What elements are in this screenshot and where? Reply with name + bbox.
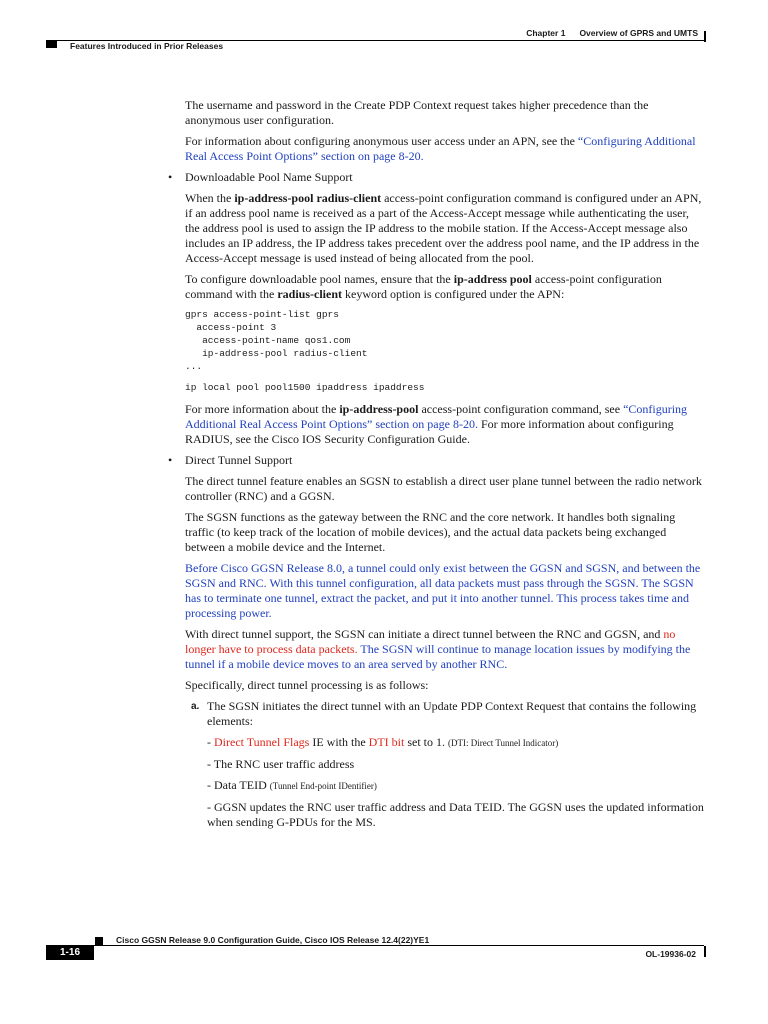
text: With direct tunnel support, the SGSN can initiate a direct tunnel between the RNC and GGSN, and <box>185 627 664 641</box>
text: access-point configuration command is configured under an APN, if an address pool name is received as a part of the Access-Accept message while authenticating the user, the address pool is used to assign the IP address to the mobile station. If the Access-Accept message also includes an IP address, the IP address takes precedent over the address pool name, and the IP address in the Access-Accept message is used instead of being allocated from the pool. <box>185 191 702 265</box>
text: When the <box>185 191 235 205</box>
paragraph <box>185 272 705 302</box>
paragraph <box>185 191 705 266</box>
footer-bar <box>704 946 706 957</box>
text: - Data TEID <box>207 778 270 792</box>
sub-item <box>207 778 705 794</box>
step-text: The SGSN initiates the direct tunnel with an Update PDP Context Request that contains the following elements: <box>207 699 697 728</box>
code-block: ip local pool pool1500 ipaddress ipaddress <box>185 382 425 393</box>
header-bar <box>704 31 706 42</box>
paragraph <box>185 402 705 447</box>
document-id: OL-19936-02 <box>645 949 696 959</box>
bullet-label: Direct Tunnel Support <box>185 453 293 467</box>
text: access-point configuration command with the <box>185 272 662 301</box>
cross-reference-link[interactable]: “Configuring Additional Real Access Point Options” section on page 8-20. <box>185 134 696 163</box>
page-number: 1-16 <box>46 945 94 960</box>
paragraph: The direct tunnel feature enables an SGSN to establish a direct user plane tunnel between the radio network controller (RNC) and a GGSN. <box>185 474 702 503</box>
annotation-note: (DTI: Direct Tunnel Indicator) <box>448 738 559 748</box>
command-keyword: ip-address pool <box>453 272 532 286</box>
code-block: gprs access-point-list gprs access-point 3 access-point-name qos1.com ip-address-pool radius-client ... <box>185 309 368 372</box>
paragraph <box>185 134 705 164</box>
paragraph: The username and password in the Create PDP Context request takes higher precedence than the anonymous user configuration. <box>185 98 649 127</box>
bullet-item <box>168 170 705 185</box>
text: For more information about the <box>185 402 340 416</box>
chapter-number: Chapter 1 <box>526 28 566 38</box>
bullet-icon: • <box>168 453 173 467</box>
paragraph: The SGSN functions as the gateway between the RNC and the core network. It handles both signaling traffic (to keep track of the location of mobile devices), and the actual data packets being exchanged between a mobile device and the Internet. <box>185 510 676 554</box>
text: To configure downloadable pool names, ensure that the <box>185 272 454 286</box>
footer-rule <box>46 945 704 946</box>
command-keyword: radius-client <box>277 287 342 301</box>
step-label: a. <box>191 701 200 712</box>
text: IE with the <box>309 735 369 749</box>
highlighted-text: The SGSN will continue to manage location issues by modifying the tunnel if a mobile device moves to an area served by another RNC. <box>185 642 691 671</box>
highlighted-text: DTI bit <box>368 735 405 749</box>
chapter-title: Overview of GPRS and UMTS <box>579 28 698 38</box>
step-a <box>185 699 705 729</box>
text: - <box>207 735 214 749</box>
header-block <box>46 40 57 48</box>
step-subitems <box>185 735 705 830</box>
footer-block <box>95 937 103 945</box>
highlighted-text: no longer have to process data packets. <box>185 627 676 656</box>
command-keyword: ip-address-pool radius-client <box>234 191 382 205</box>
text: set to 1. <box>404 735 449 749</box>
sub-item: - The RNC user traffic address <box>207 757 355 771</box>
paragraph <box>185 627 705 672</box>
annotation-note: (Tunnel End-point IDentifier) <box>269 781 377 791</box>
command-keyword: ip-address-pool <box>339 402 419 416</box>
bullet-icon: • <box>168 170 173 184</box>
sub-item: - GGSN updates the RNC user traffic address and Data TEID. The GGSN uses the updated information when sending G-PDUs for the MS. <box>207 800 704 829</box>
running-header <box>526 28 698 38</box>
bullet-label: Downloadable Pool Name Support <box>185 170 353 184</box>
cross-reference-link[interactable]: “Configuring Additional Real Access Point Options” section on page 8-20. <box>185 402 688 431</box>
text: For more information about configuring RADIUS, see the Cisco IOS Security Configuration Guide. <box>185 417 674 446</box>
sub-item <box>207 735 705 751</box>
bullet-item <box>168 453 705 468</box>
section-title: Features Introduced in Prior Releases <box>70 41 224 51</box>
text: access-point configuration command, see <box>418 402 624 416</box>
highlighted-text: Direct Tunnel Flags <box>214 735 310 749</box>
footer-title: Cisco GGSN Release 9.0 Configuration Guide, Cisco IOS Release 12.4(22)YE1 <box>116 935 430 945</box>
page-body <box>168 98 705 836</box>
text: keyword option is configured under the APN: <box>342 287 565 301</box>
highlighted-paragraph: Before Cisco GGSN Release 8.0, a tunnel could only exist between the GGSN and SGSN, and between the SGSN and RNC. With this tunnel configuration, all data packets must pass through the SGSN. The SGSN has to terminate one tunnel, extract the packet, and put it into another tunnel. This process takes time and processing power. <box>185 561 701 620</box>
text: For information about configuring anonymous user access under an APN, see the <box>185 134 578 148</box>
paragraph: Specifically, direct tunnel processing is as follows: <box>185 678 429 692</box>
